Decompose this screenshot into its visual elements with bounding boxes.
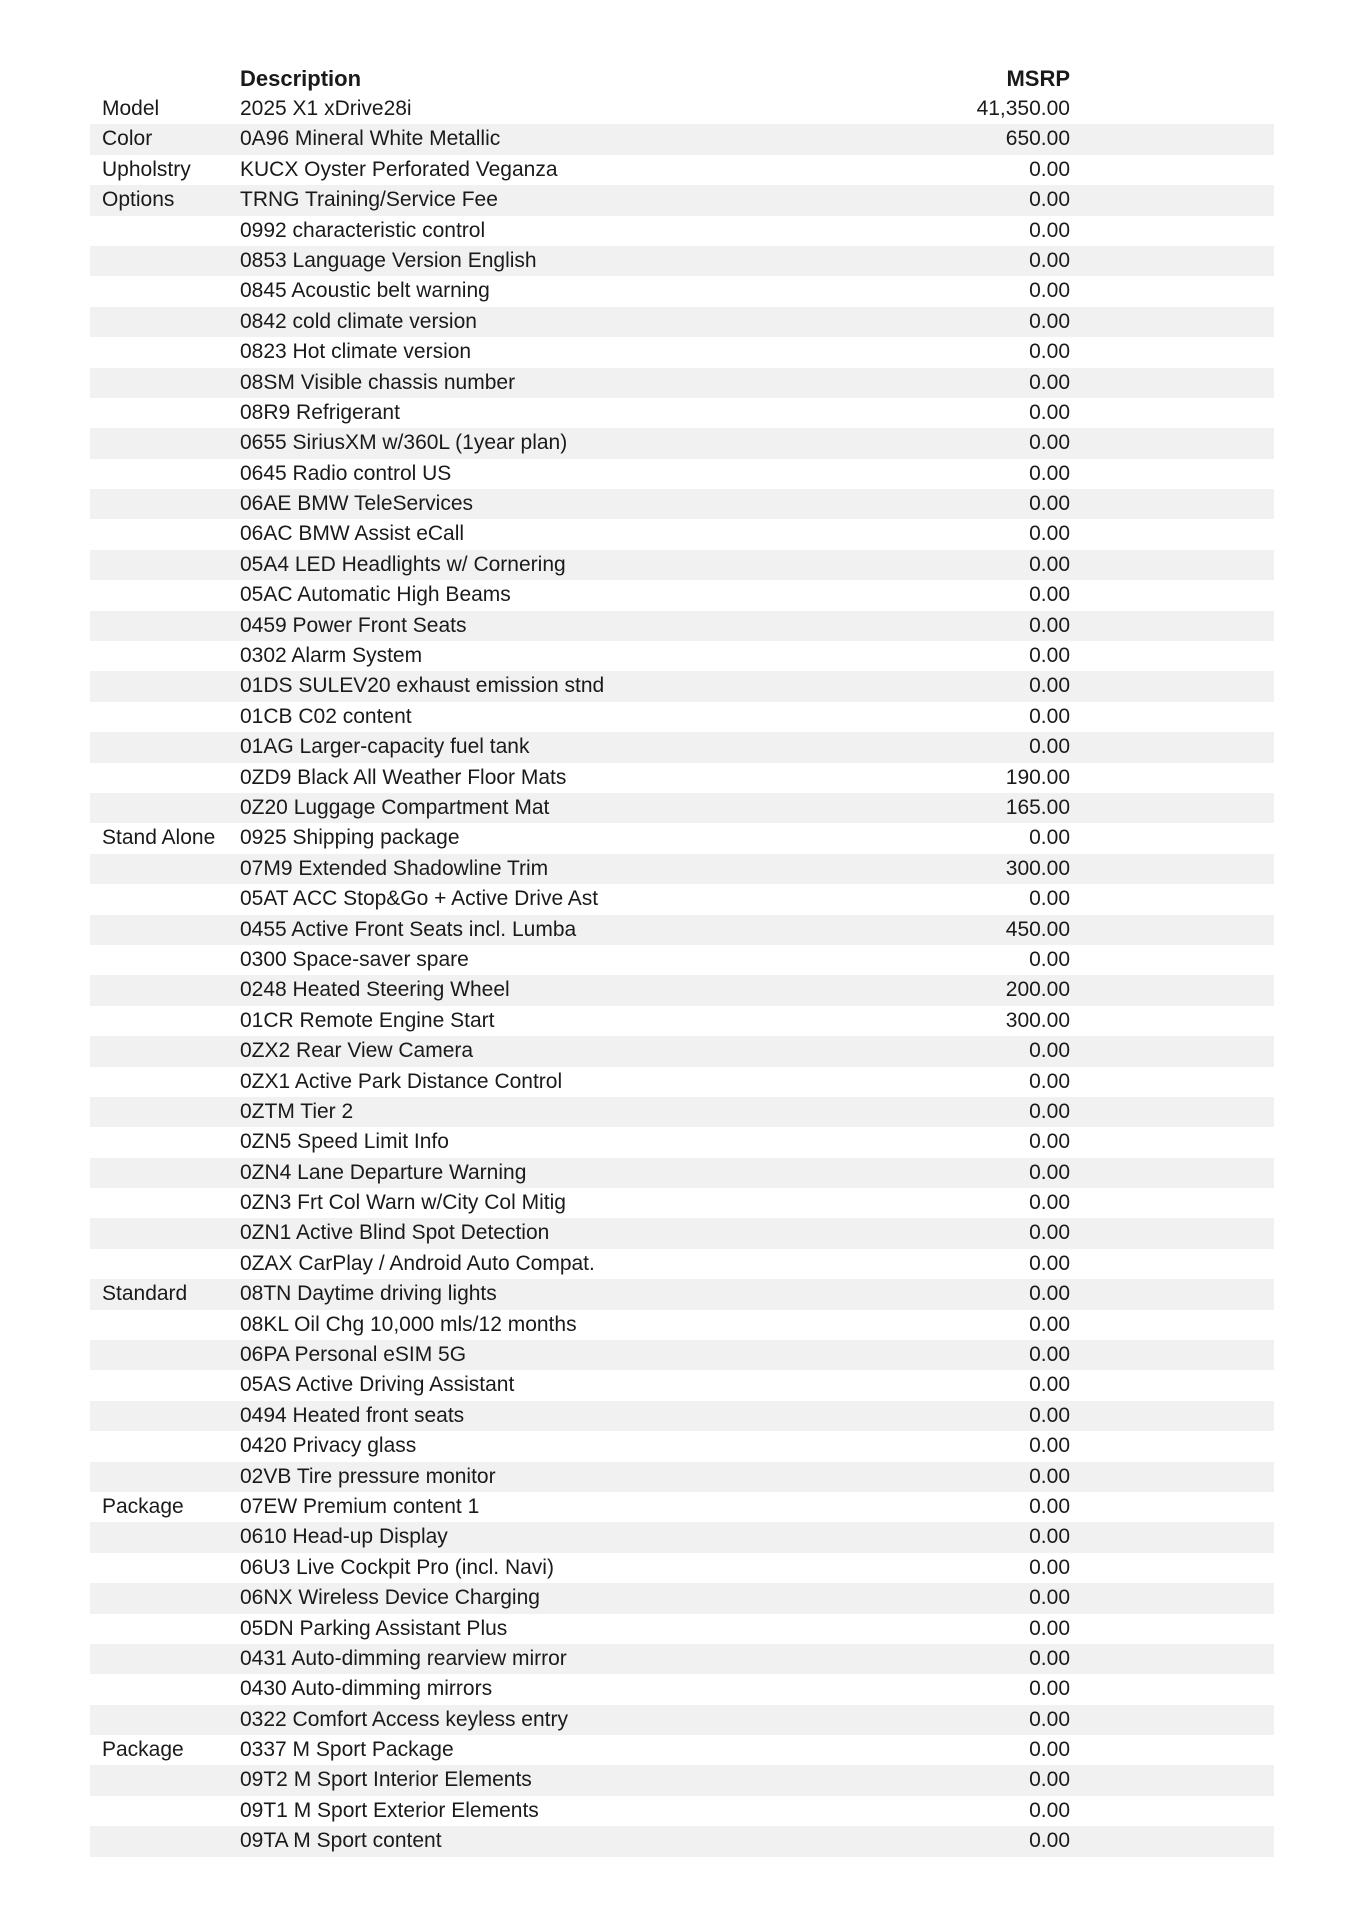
table-row bbox=[90, 1158, 1274, 1188]
table-row bbox=[90, 1735, 1274, 1765]
row-msrp: 0.00 bbox=[1029, 340, 1070, 364]
row-msrp: 0.00 bbox=[1029, 1434, 1070, 1458]
row-msrp: 0.00 bbox=[1029, 400, 1070, 424]
row-msrp: 190.00 bbox=[1005, 765, 1070, 789]
table-row bbox=[90, 337, 1274, 367]
table-row bbox=[90, 823, 1274, 853]
row-description: 0ZTM Tier 2 bbox=[240, 1099, 354, 1123]
table-row bbox=[90, 1553, 1274, 1583]
table-row bbox=[90, 398, 1274, 428]
table-row bbox=[90, 1067, 1274, 1097]
table-row bbox=[90, 1188, 1274, 1218]
row-description: 07EW Premium content 1 bbox=[240, 1494, 480, 1518]
row-description: 0ZN4 Lane Departure Warning bbox=[240, 1160, 527, 1184]
row-description: 05AT ACC Stop&Go + Active Drive Ast bbox=[240, 887, 599, 911]
table-row bbox=[90, 945, 1274, 975]
table-row bbox=[90, 1279, 1274, 1309]
row-msrp: 41,350.00 bbox=[976, 97, 1070, 120]
table-row bbox=[90, 276, 1274, 306]
table-row bbox=[90, 763, 1274, 793]
row-description: 0842 cold climate version bbox=[240, 309, 477, 333]
table-row bbox=[90, 1036, 1274, 1066]
row-description: 0459 Power Front Seats bbox=[240, 613, 467, 637]
msrp-sheet bbox=[90, 64, 1274, 1857]
row-msrp: 0.00 bbox=[1029, 1707, 1070, 1731]
row-description: 02VB Tire pressure monitor bbox=[240, 1464, 496, 1488]
row-msrp: 0.00 bbox=[1029, 704, 1070, 728]
table-row bbox=[90, 246, 1274, 276]
row-msrp: 0.00 bbox=[1029, 188, 1070, 212]
row-category: Upholstry bbox=[102, 157, 191, 181]
table-row bbox=[90, 459, 1274, 489]
row-msrp: 0.00 bbox=[1029, 1373, 1070, 1397]
row-msrp: 0.00 bbox=[1029, 1464, 1070, 1488]
row-msrp: 0.00 bbox=[1029, 1798, 1070, 1822]
header-msrp: MSRP bbox=[1006, 66, 1070, 91]
table-row bbox=[90, 884, 1274, 914]
table-row bbox=[90, 1522, 1274, 1552]
row-msrp: 0.00 bbox=[1029, 1069, 1070, 1093]
row-msrp: 0.00 bbox=[1029, 218, 1070, 242]
row-msrp: 0.00 bbox=[1029, 522, 1070, 546]
row-msrp: 0.00 bbox=[1029, 1677, 1070, 1701]
row-description: 01DS SULEV20 exhaust emission stnd bbox=[240, 674, 605, 698]
row-msrp: 0.00 bbox=[1029, 735, 1070, 759]
table-row bbox=[90, 489, 1274, 519]
row-msrp: 0.00 bbox=[1029, 1586, 1070, 1610]
row-msrp: 0.00 bbox=[1029, 1160, 1070, 1184]
row-description: 0655 SiriusXM w/360L (1year plan) bbox=[240, 431, 568, 455]
row-category: Package bbox=[102, 1738, 184, 1762]
row-msrp: 0.00 bbox=[1029, 674, 1070, 698]
table-row bbox=[90, 124, 1274, 154]
row-description: 0645 Radio control US bbox=[240, 461, 452, 485]
table-row bbox=[90, 428, 1274, 458]
row-description: 0494 Heated front seats bbox=[240, 1403, 465, 1427]
row-msrp: 200.00 bbox=[1005, 978, 1070, 1002]
row-description: 07M9 Extended Shadowline Trim bbox=[240, 856, 549, 880]
row-description: 0322 Comfort Access keyless entry bbox=[240, 1707, 568, 1731]
row-msrp: 0.00 bbox=[1029, 1829, 1070, 1853]
row-msrp: 0.00 bbox=[1029, 1738, 1070, 1762]
row-msrp: 0.00 bbox=[1029, 1282, 1070, 1306]
table-row bbox=[90, 1705, 1274, 1735]
row-description: 0ZX1 Active Park Distance Control bbox=[240, 1069, 563, 1093]
row-msrp: 0.00 bbox=[1029, 370, 1070, 394]
table-row bbox=[90, 307, 1274, 337]
row-category: Color bbox=[102, 127, 153, 151]
table-row bbox=[90, 580, 1274, 610]
table-header bbox=[90, 64, 1274, 94]
row-description: 08SM Visible chassis number bbox=[240, 370, 516, 394]
table-row bbox=[90, 1370, 1274, 1400]
row-description: 08TN Daytime driving lights bbox=[240, 1282, 497, 1306]
row-msrp: 0.00 bbox=[1029, 1099, 1070, 1123]
row-description: 09TA M Sport content bbox=[240, 1829, 442, 1853]
row-msrp: 165.00 bbox=[1005, 795, 1070, 819]
row-description: 0ZN1 Active Blind Spot Detection bbox=[240, 1221, 550, 1245]
row-msrp: 0.00 bbox=[1029, 1494, 1070, 1518]
row-category: Model bbox=[102, 97, 160, 120]
row-description: 0302 Alarm System bbox=[240, 644, 423, 668]
row-category: Stand Alone bbox=[102, 826, 216, 850]
table-row bbox=[90, 1462, 1274, 1492]
table-row bbox=[90, 1674, 1274, 1704]
row-category: Options bbox=[102, 188, 175, 212]
row-description: TRNG Training/Service Fee bbox=[240, 188, 498, 212]
row-description: 01CR Remote Engine Start bbox=[240, 1008, 495, 1032]
row-description: 0925 Shipping package bbox=[240, 826, 460, 850]
table-row bbox=[90, 519, 1274, 549]
table-row bbox=[90, 641, 1274, 671]
row-description: 0300 Space-saver spare bbox=[240, 947, 469, 971]
row-description: 0430 Auto-dimming mirrors bbox=[240, 1677, 493, 1701]
header-description: Description bbox=[240, 66, 362, 91]
row-description: 05AC Automatic High Beams bbox=[240, 583, 511, 607]
row-msrp: 0.00 bbox=[1029, 613, 1070, 637]
table-row bbox=[90, 702, 1274, 732]
table-row bbox=[90, 1431, 1274, 1461]
table-row bbox=[90, 1249, 1274, 1279]
row-description: 0ZN5 Speed Limit Info bbox=[240, 1130, 449, 1154]
row-msrp: 0.00 bbox=[1029, 552, 1070, 576]
table-row bbox=[90, 1796, 1274, 1826]
row-description: 0ZX2 Rear View Camera bbox=[240, 1039, 474, 1063]
row-description: 05A4 LED Headlights w/ Cornering bbox=[240, 552, 566, 576]
table-row bbox=[90, 94, 1274, 124]
row-msrp: 450.00 bbox=[1005, 917, 1070, 941]
table-row bbox=[90, 216, 1274, 246]
table-row bbox=[90, 1644, 1274, 1674]
row-description: 0823 Hot climate version bbox=[240, 340, 472, 364]
row-msrp: 0.00 bbox=[1029, 1251, 1070, 1275]
row-msrp: 0.00 bbox=[1029, 887, 1070, 911]
row-description: 0337 M Sport Package bbox=[240, 1738, 454, 1762]
table-row bbox=[90, 1614, 1274, 1644]
table-row bbox=[90, 854, 1274, 884]
row-description: 0455 Active Front Seats incl. Lumba bbox=[240, 917, 577, 941]
row-msrp: 0.00 bbox=[1029, 461, 1070, 485]
table-row bbox=[90, 975, 1274, 1005]
row-msrp: 0.00 bbox=[1029, 309, 1070, 333]
row-msrp: 0.00 bbox=[1029, 1555, 1070, 1579]
table-body bbox=[90, 94, 1274, 1857]
row-msrp: 0.00 bbox=[1029, 644, 1070, 668]
row-category: Standard bbox=[102, 1282, 188, 1306]
row-msrp: 0.00 bbox=[1029, 1646, 1070, 1670]
row-msrp: 0.00 bbox=[1029, 947, 1070, 971]
table-row bbox=[90, 1097, 1274, 1127]
table-row bbox=[90, 793, 1274, 823]
table-row bbox=[90, 1218, 1274, 1248]
table-row bbox=[90, 1006, 1274, 1036]
table-row bbox=[90, 611, 1274, 641]
table-row bbox=[90, 1826, 1274, 1856]
row-description: 06NX Wireless Device Charging bbox=[240, 1586, 540, 1610]
row-description: 09T2 M Sport Interior Elements bbox=[240, 1768, 532, 1792]
table-row bbox=[90, 368, 1274, 398]
row-description: 09T1 M Sport Exterior Elements bbox=[240, 1798, 539, 1822]
row-description: 2025 X1 xDrive28i bbox=[240, 97, 412, 120]
row-msrp: 0.00 bbox=[1029, 1221, 1070, 1245]
table-row bbox=[90, 1401, 1274, 1431]
row-msrp: 0.00 bbox=[1029, 157, 1070, 181]
row-description: KUCX Oyster Perforated Veganza bbox=[240, 157, 558, 181]
row-msrp: 300.00 bbox=[1005, 1008, 1070, 1032]
row-description: 05DN Parking Assistant Plus bbox=[240, 1616, 508, 1640]
row-description: 0Z20 Luggage Compartment Mat bbox=[240, 795, 550, 819]
table-row bbox=[90, 732, 1274, 762]
row-msrp: 0.00 bbox=[1029, 1343, 1070, 1367]
table-row bbox=[90, 1492, 1274, 1522]
row-description: 0610 Head-up Display bbox=[240, 1525, 448, 1549]
row-description: 0992 characteristic control bbox=[240, 218, 486, 242]
row-description: 0853 Language Version English bbox=[240, 248, 537, 272]
row-msrp: 300.00 bbox=[1005, 856, 1070, 880]
row-description: 0431 Auto-dimming rearview mirror bbox=[240, 1646, 567, 1670]
row-msrp: 0.00 bbox=[1029, 583, 1070, 607]
row-msrp: 0.00 bbox=[1029, 492, 1070, 516]
row-description: 0ZAX CarPlay / Android Auto Compat. bbox=[240, 1251, 595, 1275]
row-msrp: 650.00 bbox=[1005, 127, 1070, 151]
row-description: 06PA Personal eSIM 5G bbox=[240, 1343, 467, 1367]
table-row bbox=[90, 1310, 1274, 1340]
row-msrp: 0.00 bbox=[1029, 279, 1070, 303]
row-msrp: 0.00 bbox=[1029, 1616, 1070, 1640]
row-msrp: 0.00 bbox=[1029, 1525, 1070, 1549]
table-row bbox=[90, 1127, 1274, 1157]
row-msrp: 0.00 bbox=[1029, 1130, 1070, 1154]
table-row bbox=[90, 1583, 1274, 1613]
row-description: 0420 Privacy glass bbox=[240, 1434, 417, 1458]
row-msrp: 0.00 bbox=[1029, 1768, 1070, 1792]
row-msrp: 0.00 bbox=[1029, 248, 1070, 272]
row-description: 01CB C02 content bbox=[240, 704, 412, 728]
row-description: 06AE BMW TeleServices bbox=[240, 492, 474, 516]
row-description: 08R9 Refrigerant bbox=[240, 400, 400, 424]
table-row bbox=[90, 185, 1274, 215]
row-msrp: 0.00 bbox=[1029, 1312, 1070, 1336]
table-row bbox=[90, 915, 1274, 945]
row-msrp: 0.00 bbox=[1029, 431, 1070, 455]
row-msrp: 0.00 bbox=[1029, 1039, 1070, 1063]
row-description: 01AG Larger-capacity fuel tank bbox=[240, 735, 530, 759]
row-description: 0845 Acoustic belt warning bbox=[240, 279, 490, 303]
row-description: 0248 Heated Steering Wheel bbox=[240, 978, 510, 1002]
row-category: Package bbox=[102, 1494, 184, 1518]
row-description: 0A96 Mineral White Metallic bbox=[240, 127, 501, 151]
row-description: 06AC BMW Assist eCall bbox=[240, 522, 465, 546]
table-row bbox=[90, 550, 1274, 580]
table-row bbox=[90, 671, 1274, 701]
table-row bbox=[90, 155, 1274, 185]
row-description: 06U3 Live Cockpit Pro (incl. Navi) bbox=[240, 1555, 554, 1579]
row-msrp: 0.00 bbox=[1029, 1191, 1070, 1215]
row-description: 0ZD9 Black All Weather Floor Mats bbox=[240, 765, 567, 789]
row-description: 0ZN3 Frt Col Warn w/City Col Mitig bbox=[240, 1191, 566, 1215]
row-msrp: 0.00 bbox=[1029, 826, 1070, 850]
row-description: 08KL Oil Chg 10,000 mls/12 months bbox=[240, 1312, 577, 1336]
row-msrp: 0.00 bbox=[1029, 1403, 1070, 1427]
table-row bbox=[90, 1765, 1274, 1795]
table-row bbox=[90, 1340, 1274, 1370]
row-description: 05AS Active Driving Assistant bbox=[240, 1373, 515, 1397]
